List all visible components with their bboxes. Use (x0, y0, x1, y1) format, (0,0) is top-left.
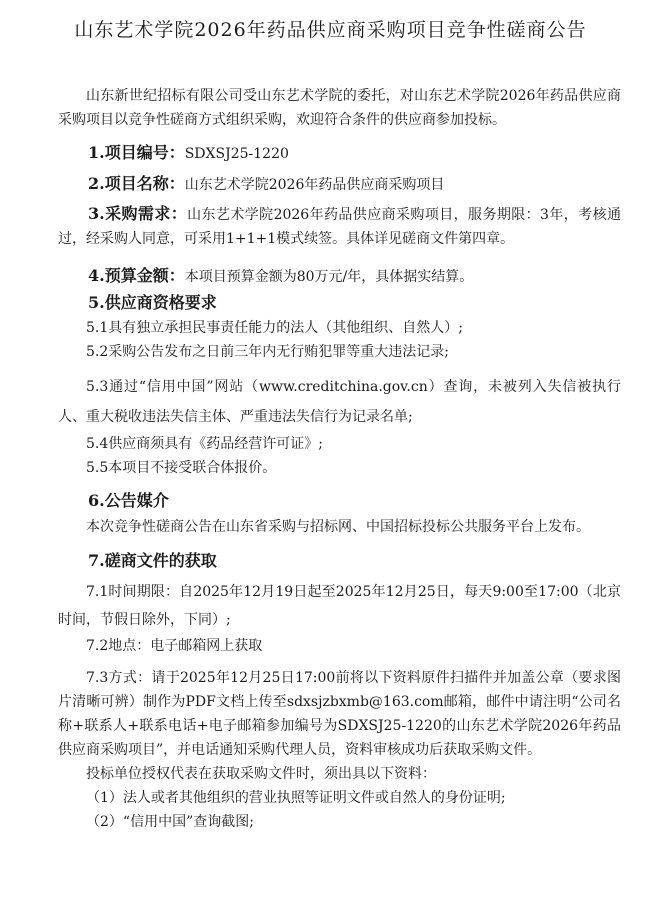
obtain-note: 投标单位授权代表在获取采购文件时，须出具以下资料： (86, 766, 436, 782)
section-procurement-needs (58, 202, 621, 251)
obtain-note-item: （2）“信用中国”查询截图; (86, 814, 254, 830)
section-label: 3.采购需求： (88, 204, 188, 223)
obtain-item: 7.2地点：电子邮箱网上获取 (86, 638, 263, 654)
project-name-value: 山东艺术学院2026年药品供应商采购项目 (184, 177, 445, 193)
intro-paragraph: 山东新世纪招标有限公司受山东艺术学院的委托，对山东艺术学院2026年药品供应商采购项目以竞争性磋商方式组织采购，欢迎符合条件的供应商参加投标。 (58, 88, 621, 128)
budget-value: 本项目预算金额为80万元/年，具体据实结算。 (184, 269, 474, 285)
section-obtain-heading: 7.磋商文件的获取 (88, 551, 217, 570)
section-label: 2.项目名称： (88, 174, 185, 193)
section-label: 1.项目编号： (88, 143, 185, 162)
section-project-number (58, 140, 621, 167)
document-page (0, 14, 661, 912)
section-project-name (58, 171, 621, 198)
qualification-item: 5.2采购公告发布之日前三年内无行贿犯罪等重大违法记录; (86, 344, 449, 360)
qualification-item: 5.5本项目不接受联合体报价。 (86, 460, 277, 476)
section-media-heading: 6.公告媒介 (88, 491, 169, 510)
project-number-value: SDXSJ25-1220 (184, 146, 289, 162)
section-qualification-heading: 5.供应商资格要求 (88, 293, 217, 312)
document-title: 山东艺术学院2026年药品供应商采购项目竞争性磋商公告 (74, 19, 587, 41)
obtain-item: 7.1时间期限：自2025年12月19日起至2025年12月25日，每天9:00至17:00（北京时间，节假日除外，下同）; (58, 584, 621, 628)
procurement-needs-value: 山东艺术学院2026年药品供应商采购项目，服务期限：3年，考核通过，经采购人同意，可采用1+1+1模式续签。具体详见磋商文件第四章。 (58, 207, 621, 247)
qualification-item: 5.3通过“信用中国”网站（www.creditchina.gov.cn）查询，未被列入失信被执行人、重大税收违法失信主体、严重违法失信行为记录名单; (58, 379, 621, 425)
section-budget (58, 263, 621, 290)
qualification-item: 5.1具有独立承担民事责任能力的法人（其他组织、自然人）; (86, 320, 463, 336)
obtain-item: 7.3方式：请于2025年12月25日17:00前将以下资料原件扫描件并加盖公章（要求图片清晰可辨）制作为PDF文档上传至sdxsjzbxmb@163.com邮箱，邮件中请注明“公司名称+联系人+联系电话+电子邮箱参加编号为SDXSJ25-1220的山东艺术学院2026年药品供应商采购项目”，并电话通知采购代理人员，资料审核成功后获取采购文件。 (58, 670, 621, 758)
media-paragraph: 本次竞争性磋商公告在山东省采购与招标网、中国招标投标公共服务平台上发布。 (86, 519, 590, 535)
obtain-note-item: （1）法人或者其他组织的营业执照等证明文件或自然人的身份证明; (86, 790, 506, 806)
qualification-item: 5.4供应商须具有《药品经营许可证》; (86, 436, 323, 452)
section-label: 4.预算金额： (88, 266, 185, 285)
